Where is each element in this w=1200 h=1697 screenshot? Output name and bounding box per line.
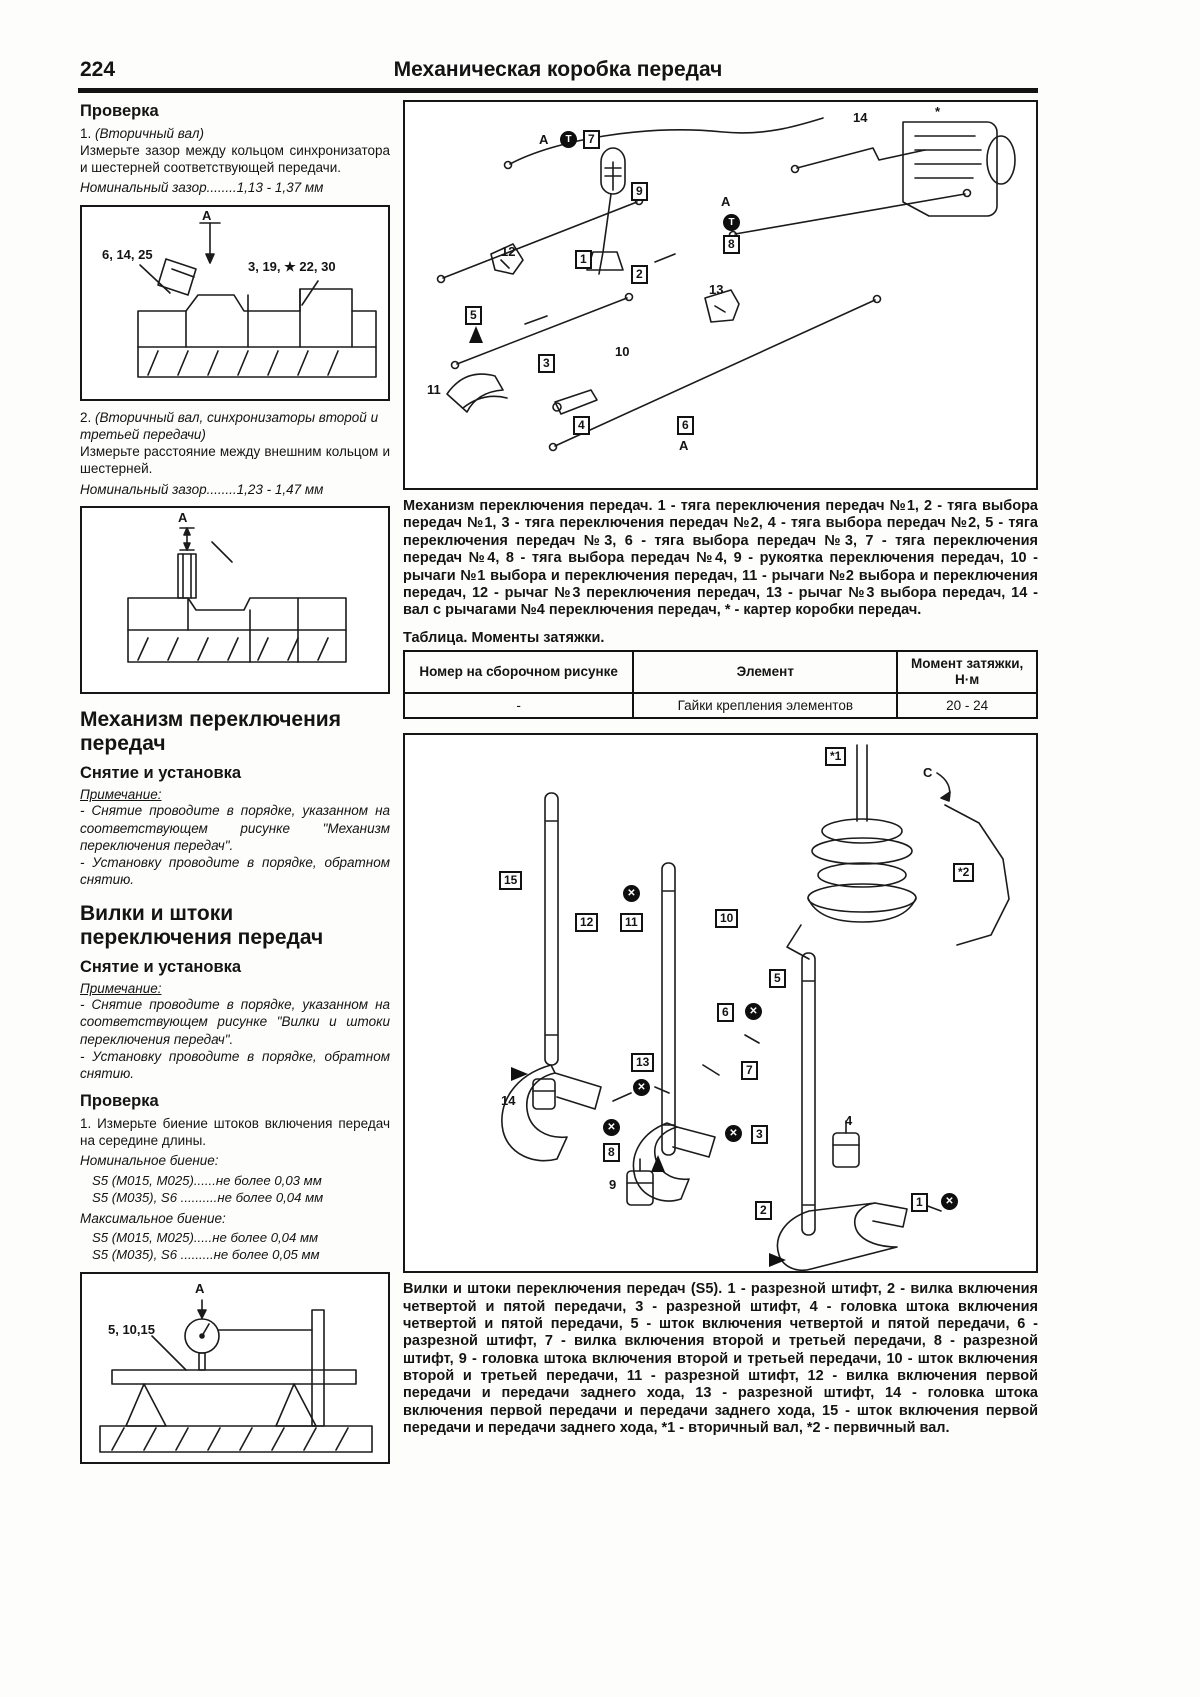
callout-3, 19, ★ 22, 30: 3, 19, ★ 22, 30 [248,258,336,274]
step-2-label: (Вторичный вал, синхронизаторы второй и третьей передачи) [80,409,379,443]
step-1-label: (Вторичный вал) [95,126,204,141]
callout-6: 6 [717,1003,734,1022]
note-1a: - Снятие проводите в порядке, указанном на соответствующем рисунке "Механизм переключения передач". [80,803,390,853]
heading-forks: Вилки и штоки переключения передач [80,902,324,950]
arrow-u-icon [469,326,483,343]
callout-1: 1 [911,1193,928,1212]
table-cell: 20 - 24 [897,693,1037,718]
note-2b: - Установку проводите в порядке, обратном снятию. [80,1048,390,1081]
callout-2: 2 [755,1201,772,1220]
callout-A: A [202,207,212,223]
callout-5: 5 [769,969,786,988]
torque-table-header: Элемент [633,651,897,693]
page-number: 224 [80,58,116,81]
table-cell: - [404,693,633,718]
note-2a: - Снятие проводите в порядке, указанном на соответствующем рисунке "Вилки и штоки переключения передач". [80,997,390,1047]
callout-2: 2 [631,265,648,284]
arrow-u-icon [651,1155,665,1172]
arrow-r-icon [769,1253,786,1267]
callout-A: A [679,438,689,453]
step-2-intro [80,409,390,443]
callout-*: * [935,104,941,119]
callout-8: 8 [723,235,740,254]
heading-removal-2: Снятие и установка [80,958,242,977]
callout-9: 9 [609,1177,617,1193]
right-column [403,100,1038,1438]
figure-shift-forks [403,733,1038,1273]
nominal-runout-row: S5 (М015, М025)......не более 0,03 мм [92,1172,322,1188]
callout-A: A [195,1280,205,1296]
figure-sync-clearance-1 [80,205,390,401]
max-runout-row: S5 (М035), S6 .........не более 0,05 мм [92,1247,320,1263]
header-rule [78,88,1038,93]
torque-table-row [404,693,1037,718]
callout-3: 3 [538,354,555,373]
callout-6, 14, 25: 6, 14, 25 [102,246,153,262]
callout-7: 7 [583,130,600,149]
heading-mechanism: Механизм переключения передач [80,708,341,756]
step-1-spec: Номинальный зазор........1,13 - 1,37 мм [80,180,324,196]
callout-14: 14 [501,1093,516,1109]
callout-✕: ✕ [725,1125,742,1142]
sync-clearance-1-drawing [82,207,388,399]
callout-Т: Т [723,214,740,231]
callout-A: A [178,510,188,526]
callout-A: A [721,194,731,209]
callout-15: 15 [499,871,522,890]
callout-14: 14 [853,110,868,125]
caption-shift-forks: Вилки и штоки переключения передач (S5). 1 - разрезной штифт, 2 - вилка включения четвертой и пятой передачи, 3 - разрезной штифт, 4 - головка штока включения четвертой и пятой передачи, 5 - шток включения четвертой и пятой передачи, 6 - разрезной штифт, 7 - вилка включения второй и третьей передачи, 8 - разрезной штифт, 9 - головка штока включения второй и третьей передачи, 10 - шток включения второй и третьей передачи, 11 - разрезной штифт, 12 - вилка включения первой передачи и передачи заднего хода, 13 - разрезной штифт, 14 - головка штока включения первой передачи и передачи заднего хода, 15 - шток включения первой передачи и передачи заднего хода, *1 - вторичный вал, *2 - первичный вал. [403,1281,1038,1437]
note-label-1: Примечание: [80,787,162,803]
torque-table-label: Таблица. Моменты затяжки. [403,629,605,646]
step-1-number: 1. [80,126,92,141]
callout-A: A [539,132,549,147]
callout-✕: ✕ [633,1079,650,1096]
callout-12: 12 [501,244,516,259]
callout-11: 11 [427,382,441,397]
max-runout-row: S5 (М015, М025).....не более 0,04 мм [92,1230,319,1246]
callout-4: 4 [573,416,590,435]
figure-shift-mechanism [403,100,1038,490]
callout-✕: ✕ [623,885,640,902]
note-1b: - Установку проводите в порядке, обратном снятию. [80,854,390,887]
callout-Т: Т [560,131,577,148]
sync-clearance-2-drawing [82,508,388,692]
callout-8: 8 [603,1143,620,1162]
callout-7: 7 [741,1061,758,1080]
nominal-runout-label: Номинальное биение: [80,1153,219,1169]
caption-shift-mechanism: Механизм переключения передач. 1 - тяга переключения передач №1, 2 - тяга выбора передач №1, 3 - тяга переключения передач №2, 4 - тяга выбора передач №2, 5 - тяга переключения передач №3, 6 - тяга выбора передач №3, 7 - тяга переключения передач №4, 8 - тяга выбора передач №4, 9 - рукоятка переключения передач, 10 - рычаги №1 выбора и переключения передач, 11 - рычаги №2 выбора и переключения передач, 12 - рычаг №3 переключения передач, 13 - рычаг №3 выбора передач, 14 - вал с рычагами №4 переключения передач, * - картер коробки передач. [403,498,1038,619]
callout-13: 13 [631,1053,654,1072]
step-1-intro [80,125,390,142]
max-runout-label: Максимальное биение: [80,1210,226,1226]
runout-step: 1. Измерьте биение штоков включения передач на середине длины. [80,1116,390,1149]
step-1-body: Измерьте зазор между кольцом синхронизатора и шестерней соответствующей передачи. [80,143,390,176]
callout-11: 11 [620,913,643,932]
callout-4: 4 [845,1113,853,1129]
arrow-r-icon [511,1067,528,1081]
left-column [80,102,390,1472]
callout-*2: *2 [953,863,974,882]
callout-6: 6 [677,416,694,435]
figure-runout [80,1272,390,1464]
table-cell: Гайки крепления элементов [633,693,897,718]
nominal-runout-row: S5 (М035), S6 ..........не более 0,04 мм [92,1189,324,1205]
callout-10: 10 [615,344,630,359]
callout-5: 5 [465,306,482,325]
callout-5, 10,15: 5, 10,15 [108,1321,155,1337]
callout-13: 13 [709,282,724,297]
heading-check-2: Проверка [80,1092,159,1111]
callout-1: 1 [575,250,592,269]
callout-✕: ✕ [603,1119,620,1136]
note-label-2: Примечание: [80,981,162,997]
callout-10: 10 [715,909,738,928]
page-title: Механическая коробка передач [393,58,723,81]
heading-removal-1: Снятие и установка [80,764,242,783]
callout-3: 3 [751,1125,768,1144]
torque-table-header: Номер на сборочном рисунке [404,651,633,693]
callout-12: 12 [575,913,598,932]
figure-sync-clearance-2 [80,506,390,694]
step-2-number: 2. [80,409,92,425]
callout-*1: *1 [825,747,846,766]
torque-table [403,650,1038,719]
callout-✕: ✕ [941,1193,958,1210]
callout-9: 9 [631,182,648,201]
step-2-spec: Номинальный зазор........1,23 - 1,47 мм [80,481,324,497]
heading-check-1: Проверка [80,102,159,120]
step-2-body: Измерьте расстояние между внешним кольцом и шестерней. [80,444,390,477]
torque-table-header: Момент затяжки, Н·м [897,651,1037,693]
callout-✕: ✕ [745,1003,762,1020]
runout-drawing [82,1274,388,1462]
callout-С: С [923,765,933,781]
